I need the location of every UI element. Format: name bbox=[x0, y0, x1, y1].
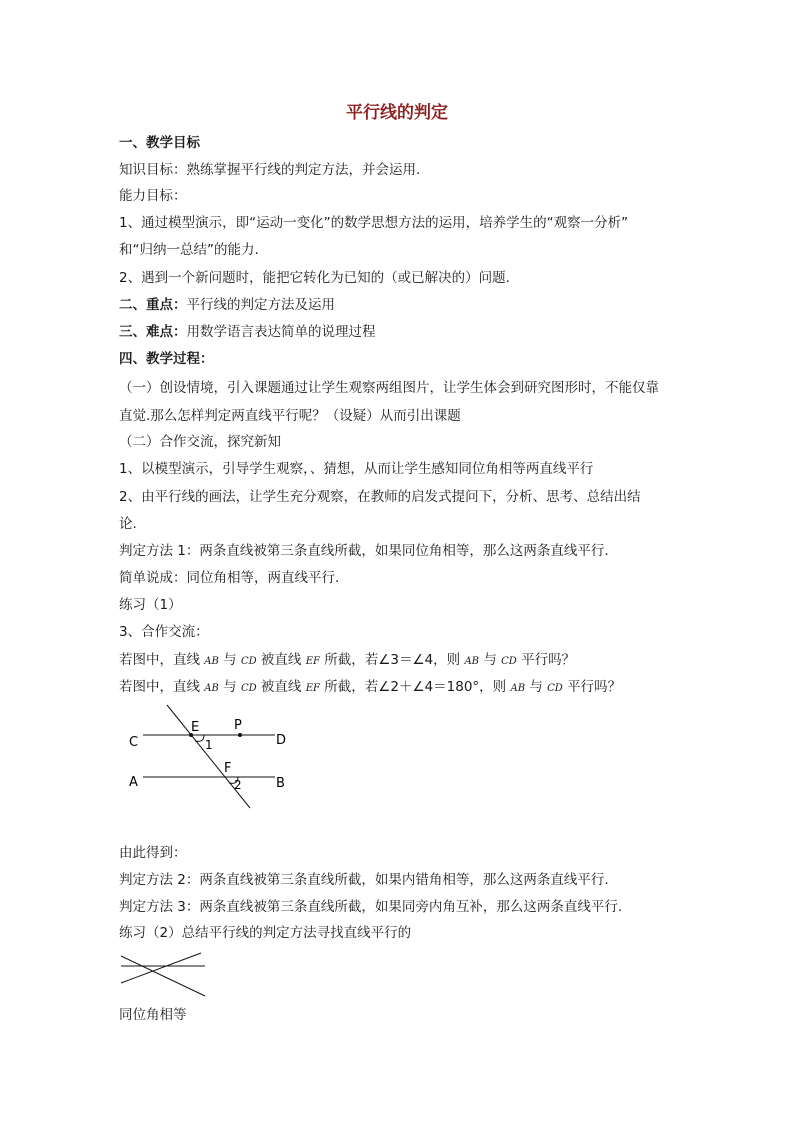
q2-text-b: 与 bbox=[218, 679, 241, 695]
q2-text-a: 若图中，直线 bbox=[119, 679, 205, 695]
method-1-short: 简单说成：同位角相等，两直线平行. bbox=[119, 570, 340, 586]
process-step-1: 1、以模型演示，引导学生观察，、猜想，从而让学生感知同位角相等两直线平行 bbox=[119, 461, 594, 477]
key-point-text: 平行线的判定方法及运用 bbox=[186, 297, 335, 313]
label-d: D bbox=[276, 733, 287, 748]
page-title: 平行线的判定 bbox=[346, 103, 448, 123]
q2-line-ef: EF bbox=[305, 683, 320, 694]
difficulty-point bbox=[119, 322, 376, 342]
q1-line-ab-2: AB bbox=[464, 656, 480, 667]
process-paragraph-2: （二）合作交流，探究新知 bbox=[119, 434, 281, 450]
ability-item-2: 2、遇到一个新问题时，能把它转化为已知的（或已解决的）问题. bbox=[119, 270, 510, 286]
process-step-2-line-1: 2、由平行线的画法，让学生充分观察，在教师的启发式提问下，分析、思考、总结出结 bbox=[119, 489, 641, 505]
q2-text-e: 与 bbox=[525, 679, 548, 695]
knowledge-objective: 知识目标：熟练掌握平行线的判定方法，并会运用. bbox=[119, 162, 421, 178]
q2-line-ab: AB bbox=[204, 683, 219, 694]
key-point-label: 二、重点： bbox=[119, 297, 187, 313]
q1-line-cd: CD bbox=[240, 656, 257, 667]
crossing-lines-figure bbox=[115, 950, 215, 1000]
process-step-3: 3、合作交流： bbox=[119, 624, 209, 640]
figure-caption: 同位角相等 bbox=[119, 1007, 187, 1023]
section-heading-process: 四、教学过程： bbox=[119, 351, 214, 367]
label-f: F bbox=[224, 761, 232, 776]
q1-text-e: 与 bbox=[479, 652, 502, 668]
exercise-1: 练习（1） bbox=[119, 597, 182, 613]
process-step-2-line-2: 论. bbox=[119, 516, 137, 532]
section-heading-objectives: 一、教学目标 bbox=[119, 135, 200, 151]
angle-1-arc bbox=[195, 735, 204, 741]
q2-text-c: 被直线 bbox=[256, 679, 306, 695]
q1-text-f: 平行吗？ bbox=[516, 652, 576, 668]
key-point bbox=[119, 295, 335, 315]
sketch-falling-line bbox=[121, 956, 205, 996]
q2-line-ab-2: AB bbox=[510, 683, 526, 694]
q1-text-a: 若图中，直线 bbox=[119, 652, 205, 668]
point-p bbox=[238, 733, 242, 737]
q1-line-ab: AB bbox=[204, 656, 219, 667]
label-e: E bbox=[191, 720, 200, 735]
ability-item-1-line-1: 1、通过模型演示，即“运动一变化”的数学思想方法的运用，培养学生的“观察一分析” bbox=[119, 215, 629, 231]
q2-line-cd: CD bbox=[240, 683, 257, 694]
question-1 bbox=[119, 650, 575, 672]
label-c: C bbox=[129, 735, 139, 750]
label-angle-2: 2 bbox=[234, 778, 242, 792]
sketch-rising-line bbox=[121, 953, 201, 983]
label-angle-1: 1 bbox=[205, 738, 213, 752]
label-a: A bbox=[129, 775, 138, 790]
label-b: B bbox=[276, 776, 285, 791]
q1-line-cd-2: CD bbox=[501, 656, 517, 667]
q1-text-d: 所截，若∠3＝∠4，则 bbox=[319, 652, 465, 668]
ability-objective-label: 能力目标： bbox=[119, 188, 187, 204]
label-p: P bbox=[234, 718, 242, 733]
question-2 bbox=[119, 677, 621, 699]
q2-text-d: 所截，若∠2＋∠4＝180°，则 bbox=[319, 679, 511, 695]
q2-text-f: 平行吗？ bbox=[562, 679, 622, 695]
difficulty-label: 三、难点： bbox=[119, 324, 187, 340]
exercise-2: 练习（2）总结平行线的判定方法寻找直线平行的 bbox=[119, 925, 412, 941]
process-paragraph-1-line-2: 直觉.那么怎样判定两直线平行呢？（设疑）从而引出课题 bbox=[119, 408, 461, 424]
parallel-lines-figure bbox=[125, 700, 305, 810]
method-3: 判定方法 3：两条直线被第三条直线所截，如果同旁内角互补，那么这两条直线平行. bbox=[119, 899, 623, 915]
q1-text-b: 与 bbox=[218, 652, 241, 668]
process-paragraph-1-line-1: （一）创设情境，引入课题通过让学生观察两组图片，让学生体会到研究图形时，不能仅靠 bbox=[119, 380, 659, 396]
ability-item-1-line-2: 和“归纳一总结”的能力. bbox=[119, 242, 259, 258]
method-1: 判定方法 1：两条直线被第三条直线所截，如果同位角相等，那么这两条直线平行. bbox=[119, 543, 609, 559]
difficulty-text: 用数学语言表达简单的说理过程 bbox=[186, 324, 376, 340]
q2-line-cd-2: CD bbox=[547, 683, 563, 694]
q1-line-ef: EF bbox=[305, 656, 320, 667]
q1-text-c: 被直线 bbox=[256, 652, 306, 668]
result-intro: 由此得到： bbox=[119, 845, 187, 861]
method-2: 判定方法 2：两条直线被第三条直线所截，如果内错角相等，那么这两条直线平行. bbox=[119, 872, 609, 888]
